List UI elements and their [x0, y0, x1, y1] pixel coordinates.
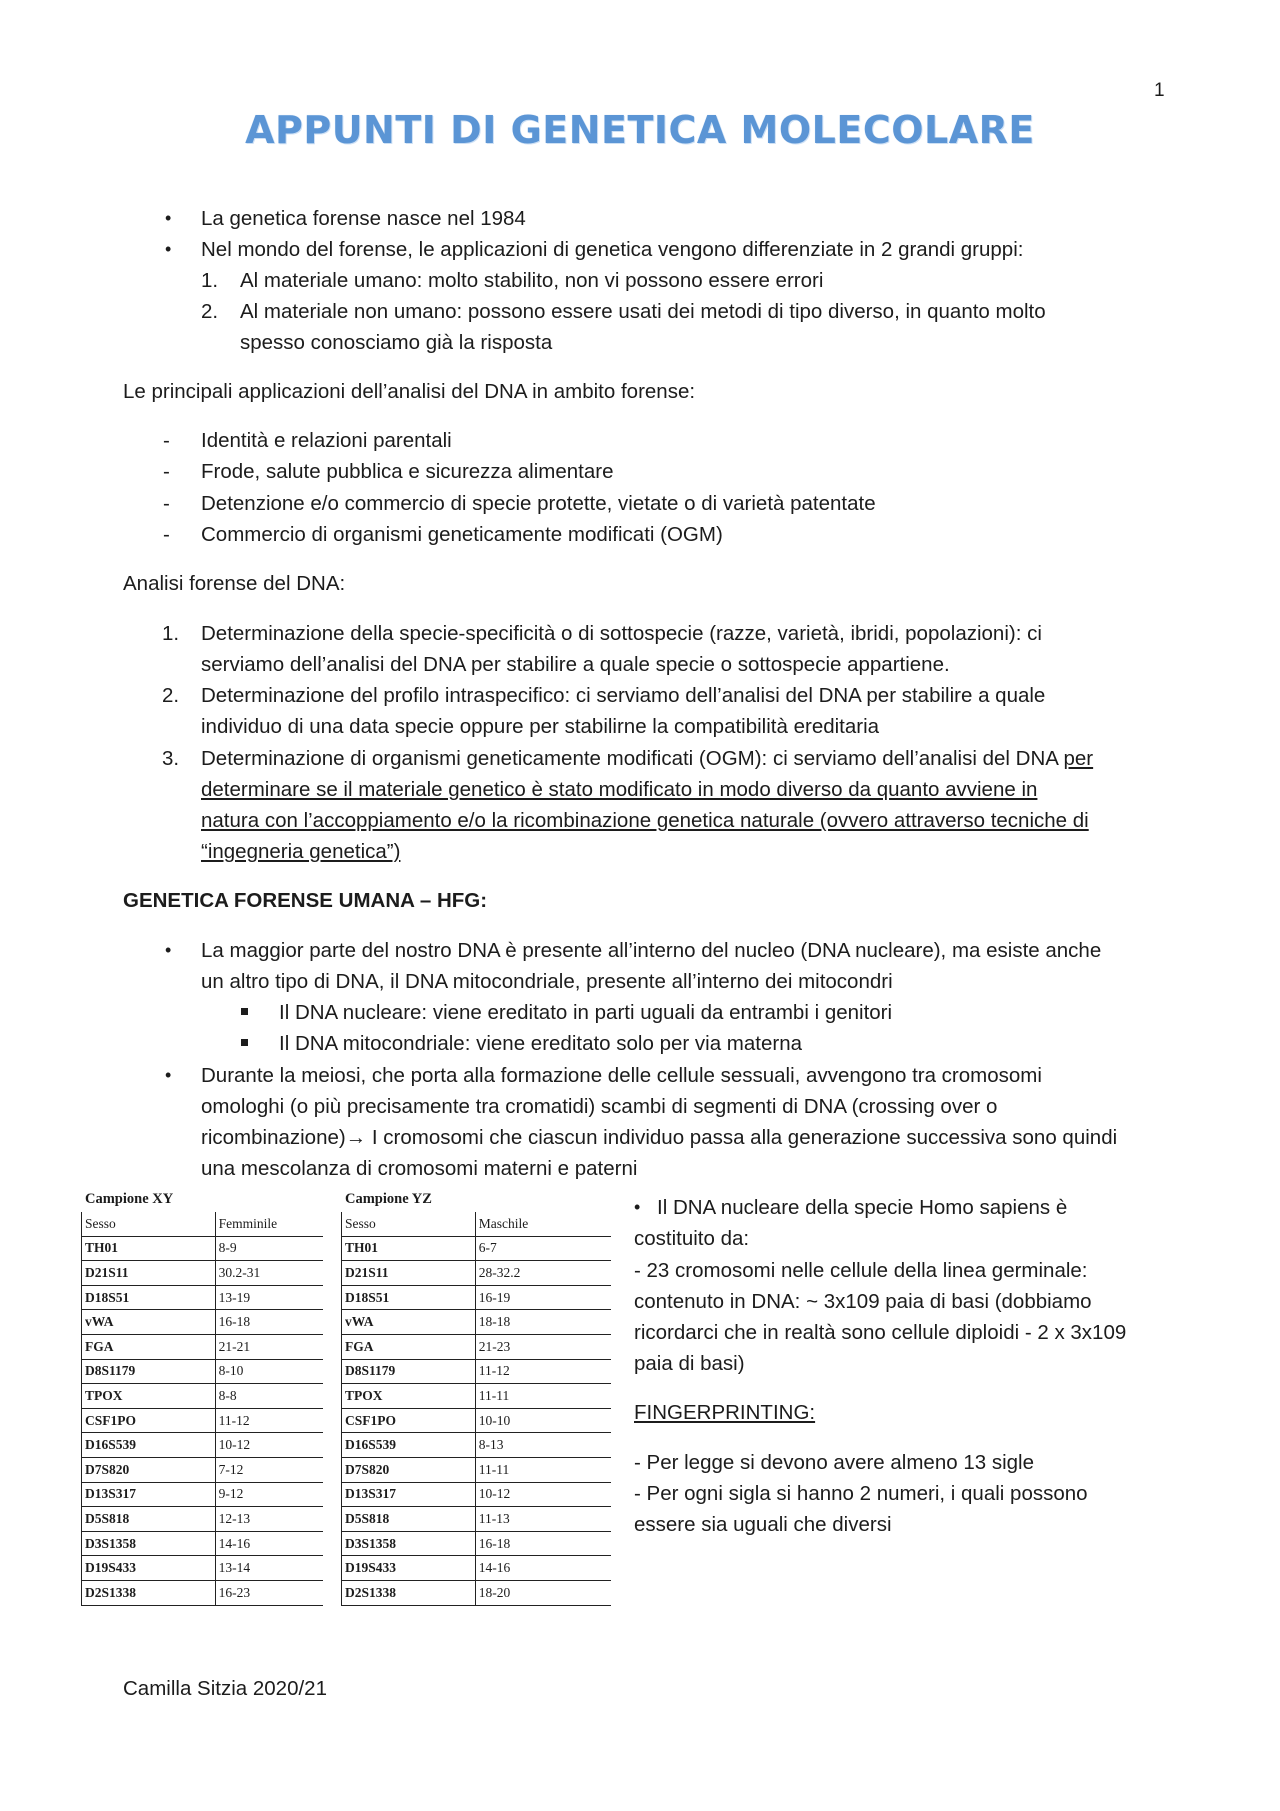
locus-cell: D21S11	[342, 1261, 476, 1286]
locus-cell: D19S433	[82, 1556, 216, 1581]
table-row	[82, 1507, 324, 1532]
table-row	[82, 1531, 324, 1556]
allele-cell: 13-19	[215, 1285, 323, 1310]
table-row	[342, 1285, 612, 1310]
table-row	[82, 1359, 324, 1384]
allele-cell: 14-16	[475, 1556, 611, 1581]
allele-cell: 8-8	[215, 1384, 323, 1409]
locus-cell: D7S820	[82, 1457, 216, 1482]
hfg-bullet-1: La maggior parte del nostro DNA è presente all’interno del nucleo (DNA nucleare), ma esiste anche	[201, 939, 1102, 962]
locus-cell: D21S11	[82, 1261, 216, 1286]
table-row	[82, 1285, 324, 1310]
table-row	[342, 1261, 612, 1286]
analysis-item-3-underlined: per	[1063, 747, 1094, 770]
locus-cell: FGA	[342, 1334, 476, 1359]
right-dash-item-cont: paia di basi)	[634, 1352, 745, 1375]
hfg-subitem-1: Il DNA nucleare: viene ereditato in parti uguali da entrambi i genitori	[279, 1001, 893, 1024]
table-xy-caption: Campione XY	[85, 1191, 174, 1207]
header-value: Maschile	[475, 1212, 611, 1236]
table-row	[342, 1384, 612, 1409]
header-label: Sesso	[82, 1212, 216, 1236]
locus-cell: D7S820	[342, 1457, 476, 1482]
table-row	[82, 1408, 324, 1433]
locus-cell: CSF1PO	[82, 1408, 216, 1433]
bullet-icon: •	[165, 239, 172, 259]
bullet-icon: •	[165, 940, 172, 960]
table-row	[342, 1359, 612, 1384]
allele-cell: 10-10	[475, 1408, 611, 1433]
square-bullet-icon	[241, 1039, 248, 1046]
allele-cell: 13-14	[215, 1556, 323, 1581]
allele-cell: 18-18	[475, 1310, 611, 1335]
allele-cell: 11-12	[475, 1359, 611, 1384]
right-dash-item-cont: ricordarci che in realtà sono cellule diploidi - 2 x 3x109	[634, 1321, 1127, 1344]
table-yz-body	[342, 1212, 612, 1605]
intro-num-1: 1.	[201, 269, 219, 292]
analysis-item-1-cont: serviamo dell’analisi del DNA per stabilire a quale specie o sottospecie appartiene.	[201, 653, 950, 676]
right-bullet-marker: •	[634, 1197, 641, 1217]
table-row	[342, 1236, 612, 1261]
locus-cell: vWA	[82, 1310, 216, 1335]
intro-bullet-2: Nel mondo del forense, le applicazioni di genetica vengono differenziate in 2 grandi gruppi:	[201, 238, 1024, 261]
application-item: Commercio di organismi geneticamente modificati (OGM)	[201, 523, 723, 546]
table-row	[82, 1236, 324, 1261]
allele-cell: 8-10	[215, 1359, 323, 1384]
locus-cell: D18S51	[82, 1285, 216, 1310]
locus-cell: D2S1338	[82, 1580, 216, 1605]
locus-cell: D5S818	[82, 1507, 216, 1532]
locus-cell: D3S1358	[82, 1531, 216, 1556]
allele-cell: 21-23	[475, 1334, 611, 1359]
table-row	[342, 1507, 612, 1532]
right-bullet-cont: costituito da:	[634, 1227, 750, 1250]
table-row	[82, 1482, 324, 1507]
allele-cell: 11-12	[215, 1408, 323, 1433]
allele-cell: 10-12	[215, 1433, 323, 1458]
hfg-bullet-2-cont: omologhi (o più precisamente tra cromatidi) scambi di segmenti di DNA (crossing over o	[201, 1095, 998, 1118]
bullet-icon: •	[165, 208, 172, 228]
header-label: Sesso	[342, 1212, 476, 1236]
allele-cell: 16-18	[215, 1310, 323, 1335]
allele-cell: 6-7	[475, 1236, 611, 1261]
allele-cell: 7-12	[215, 1457, 323, 1482]
allele-cell: 9-12	[215, 1482, 323, 1507]
allele-cell: 14-16	[215, 1531, 323, 1556]
table-row	[82, 1334, 324, 1359]
locus-cell: D2S1338	[342, 1580, 476, 1605]
hfg-heading: GENETICA FORENSE UMANA – HFG:	[123, 889, 488, 912]
analysis-item-2: Determinazione del profilo intraspecifico: ci serviamo dell’analisi del DNA per stabilire a quale	[201, 684, 1046, 707]
allele-cell: 30.2-31	[215, 1261, 323, 1286]
allele-cell: 12-13	[215, 1507, 323, 1532]
hfg-bullet-2: Durante la meiosi, che porta alla formazione delle cellule sessuali, avvengono tra cromosomi	[201, 1064, 1042, 1087]
allele-cell: 16-19	[475, 1285, 611, 1310]
locus-cell: D8S1179	[342, 1359, 476, 1384]
applications-heading: Le principali applicazioni dell’analisi del DNA in ambito forense:	[123, 380, 696, 403]
allele-cell: 8-13	[475, 1433, 611, 1458]
locus-cell: D13S317	[82, 1482, 216, 1507]
table-header-row	[82, 1212, 324, 1236]
intro-num-2: 2.	[201, 300, 219, 323]
table-row	[342, 1482, 612, 1507]
table-row	[342, 1408, 612, 1433]
application-item: Detenzione e/o commercio di specie protette, vietate o di varietà patentate	[201, 492, 876, 515]
analysis-item-3-cont: “ingegneria genetica”)	[201, 840, 401, 863]
hfg-bullet-2-cont: una mescolanza di cromosomi materni e paterni	[201, 1157, 638, 1180]
table-row	[82, 1384, 324, 1409]
allele-cell: 28-32.2	[475, 1261, 611, 1286]
analysis-num-1: 1.	[162, 622, 180, 645]
table-row	[82, 1310, 324, 1335]
intro-num-2-text-cont: spesso conosciamo già la risposta	[240, 331, 553, 354]
allele-cell: 11-13	[475, 1507, 611, 1532]
allele-cell: 11-11	[475, 1457, 611, 1482]
locus-cell: CSF1PO	[342, 1408, 476, 1433]
allele-cell: 8-9	[215, 1236, 323, 1261]
fingerprinting-item: - Per legge si devono avere almeno 13 sigle	[634, 1451, 1034, 1474]
header-value: Femminile	[215, 1212, 323, 1236]
table-row	[342, 1457, 612, 1482]
locus-cell: D18S51	[342, 1285, 476, 1310]
analysis-num-2: 2.	[162, 684, 180, 707]
analysis-item-3	[201, 743, 1093, 775]
intro-num-2-text: Al materiale non umano: possono essere usati dei metodi di tipo diverso, in quanto molto	[240, 300, 1046, 323]
dash-marker: -	[163, 492, 170, 515]
table-row	[82, 1261, 324, 1286]
dash-marker: -	[163, 429, 170, 452]
locus-cell: D5S818	[342, 1507, 476, 1532]
right-bullet: Il DNA nucleare della specie Homo sapiens è	[657, 1196, 1068, 1219]
locus-cell: FGA	[82, 1334, 216, 1359]
intro-bullet-1: La genetica forense nasce nel 1984	[201, 207, 526, 230]
analysis-item-3-plain: Determinazione di organismi geneticamente modificati (OGM): ci serviamo dell’analisi del DNA	[201, 747, 1064, 770]
page-title: APPUNTI DI GENETICA MOLECOLARE	[245, 108, 1035, 152]
page-number: 1	[1154, 80, 1165, 101]
square-bullet-icon	[241, 1008, 248, 1015]
table-yz-caption: Campione YZ	[345, 1191, 432, 1207]
application-item: Identità e relazioni parentali	[201, 429, 452, 452]
fingerprinting-item: - Per ogni sigla si hanno 2 numeri, i quali possono	[634, 1482, 1088, 1505]
right-dash-item: - 23 cromosomi nelle cellule della linea germinale:	[634, 1259, 1088, 1282]
bullet-icon: •	[165, 1065, 172, 1085]
allele-cell: 11-11	[475, 1384, 611, 1409]
table-header-row	[342, 1212, 612, 1236]
table-row	[342, 1580, 612, 1605]
analysis-item-3-cont: determinare se il materiale genetico è stato modificato in modo diverso da quanto avviene in	[201, 778, 1038, 801]
analysis-num-3: 3.	[162, 747, 180, 770]
dash-marker: -	[163, 460, 170, 483]
analysis-item-1: Determinazione della specie-specificità o di sottospecie (razze, varietà, ibridi, popolazioni): ci	[201, 622, 1042, 645]
table-row	[342, 1531, 612, 1556]
table-row	[342, 1334, 612, 1359]
locus-cell: D3S1358	[342, 1531, 476, 1556]
locus-cell: D16S539	[342, 1433, 476, 1458]
allele-cell: 21-21	[215, 1334, 323, 1359]
hfg-bullet-1-cont: un altro tipo di DNA, il DNA mitocondriale, presente all’interno dei mitocondri	[201, 970, 893, 993]
allele-cell: 16-18	[475, 1531, 611, 1556]
analysis-item-2-cont: individuo di una data specie oppure per stabilirne la compatibilità ereditaria	[201, 715, 880, 738]
locus-cell: D8S1179	[82, 1359, 216, 1384]
locus-cell: TH01	[82, 1236, 216, 1261]
allele-cell: 18-20	[475, 1580, 611, 1605]
allele-cell: 10-12	[475, 1482, 611, 1507]
table-row	[82, 1580, 324, 1605]
locus-cell: D19S433	[342, 1556, 476, 1581]
application-item: Frode, salute pubblica e sicurezza alimentare	[201, 460, 614, 483]
locus-cell: vWA	[342, 1310, 476, 1335]
allele-cell: 16-23	[215, 1580, 323, 1605]
table-row	[82, 1556, 324, 1581]
table-row	[342, 1310, 612, 1335]
hfg-bullet-2-cont: ricombinazione)→ I cromosomi che ciascun individuo passa alla generazione successiva sono quindi	[201, 1126, 1118, 1149]
dash-marker: -	[163, 523, 170, 546]
hfg-subitem-2: Il DNA mitocondriale: viene ereditato solo per via materna	[279, 1032, 803, 1055]
locus-cell: TPOX	[342, 1384, 476, 1409]
locus-cell: TH01	[342, 1236, 476, 1261]
table-row	[82, 1433, 324, 1458]
locus-cell: D16S539	[82, 1433, 216, 1458]
table-row	[82, 1457, 324, 1482]
analysis-item-3-cont: natura con l’accoppiamento e/o la ricombinazione genetica naturale (ovvero attraverso tecniche di	[201, 809, 1089, 832]
table-xy	[81, 1212, 323, 1606]
fingerprinting-heading: FINGERPRINTING:	[634, 1401, 816, 1424]
locus-cell: D13S317	[342, 1482, 476, 1507]
table-row	[342, 1433, 612, 1458]
analysis-heading: Analisi forense del DNA:	[123, 572, 346, 595]
table-xy-body	[82, 1212, 324, 1605]
locus-cell: TPOX	[82, 1384, 216, 1409]
footer: Camilla Sitzia 2020/21	[123, 1677, 327, 1700]
intro-num-1-text: Al materiale umano: molto stabilito, non vi possono essere errori	[240, 269, 824, 292]
fingerprinting-item-cont: essere sia uguali che diversi	[634, 1513, 892, 1536]
table-yz	[341, 1212, 611, 1606]
table-row	[342, 1556, 612, 1581]
right-dash-item-cont: contenuto in DNA: ~ 3x109 paia di basi (dobbiamo	[634, 1290, 1092, 1313]
